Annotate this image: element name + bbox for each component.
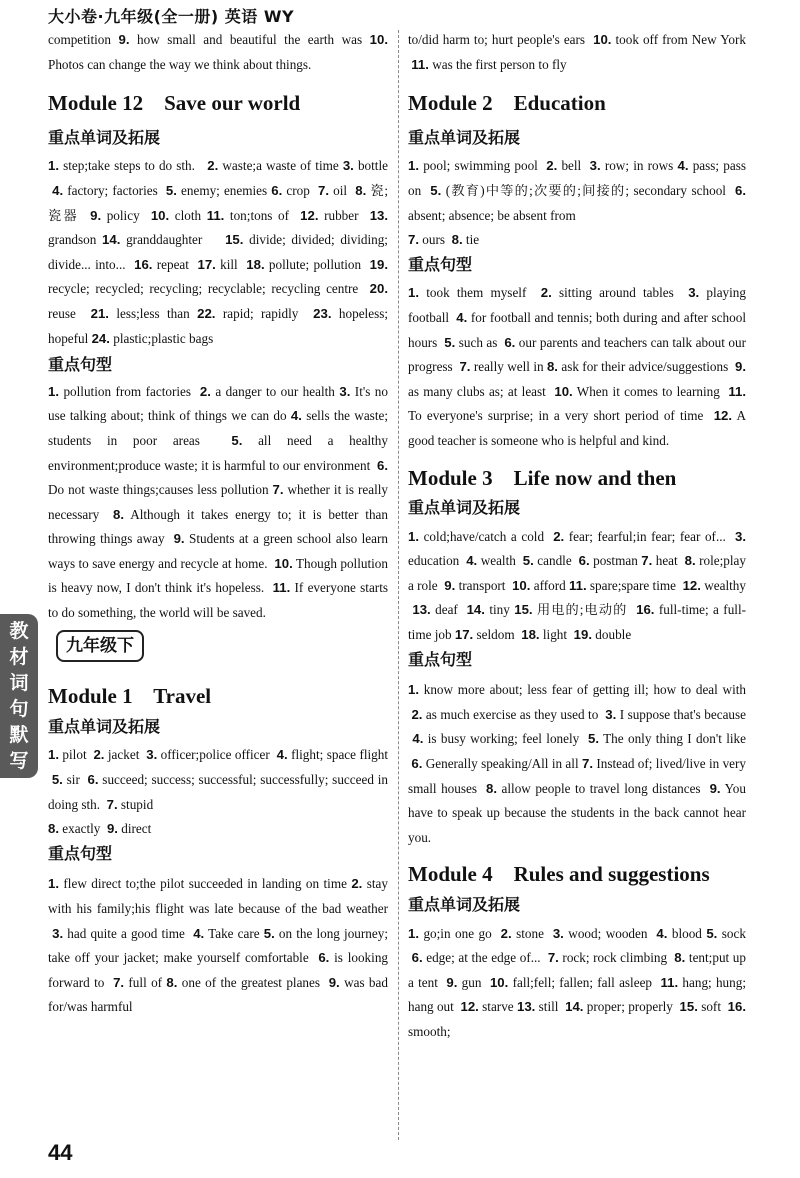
m12-sentences: 1. pollution from factories 2. a danger to our health 3. It's no use talking about; think of things we can do 4. sells the waste; students in poor areas 5. all need a healthy environment;produce waste; it is harmful to our environment 6. Do not waste things;causes less pollution 7. whether it is really necessary 8. Although it takes energy to; it is better than throwing things away 9. Students at a green school also learn ways to save energy and recycle at home. 10. Though pollution is heavy now, I don't think it's hopeless. 11. If everyone starts to do something, the world will be saved. [48, 383, 388, 621]
m1-vocab-heading: 重点单词及拓展 [48, 716, 161, 736]
m12-sentence-heading: 重点句型 [48, 355, 113, 375]
side-tab-char: 词 [9, 672, 29, 694]
page-header: 大小卷·九年级(全一册) 英语 WY [48, 7, 295, 26]
m12-vocab-heading: 重点单词及拓展 [48, 127, 161, 147]
m3-vocab: 1. cold;have/catch a cold 2. fear; fearful;in fear; fear of... 3. education 4. wealth 5. candle 6. postman 7. heat 8. role;play a role 9. transport 10. afford 11. spare;spare time 12. wealthy 13. deaf 14. tiny 15. 用电的;电动的 16. full-time; a full-time job 17. seldom 18. light 19. double [408, 528, 747, 643]
side-tab [0, 614, 38, 778]
module-4-title: Module 4 Rules and suggestions [408, 862, 710, 887]
m2-sentences: 1. took them myself 2. sitting around tables 3. playing football 4. for football and tennis; both during and after school hours 5. such as 6. our parents and teachers can talk about our progress 7. really well in 8. ask for their advice/suggestions 9. as many clubs as; at least 10. When it comes to learning 11. To everyone's surprise; in a very short period of time 12. A good teacher is someone who is helpful and kind. [408, 285, 747, 448]
module-1-title: Module 1 Travel [48, 684, 212, 709]
m1-vocab: 1. pilot 2. jacket 3. officer;police officer 4. flight; space flight 5. sir 6. succeed; success; successful; successfully; succeed in doing sth. 7. stupid 8. exactly 9. direct [48, 747, 389, 837]
m1-sentences: 1. flew direct to;the pilot succeeded in landing on time 2. stay with his family;his flight was late because of the bad weather 3. had quite a good time 4. Take care 5. on the long journey; take off your jacket; make yourself comfortable 6. is looking forward to 7. full of 8. one of the greatest planes 9. was bad for/was harmful [48, 876, 389, 1015]
side-tab-char: 写 [9, 750, 29, 772]
side-tab-char: 默 [9, 724, 29, 746]
continued-sentences-right: to/did harm to; hurt people's ears 10. took off from New York 11. was the first person to fly [408, 32, 746, 72]
column-divider [398, 30, 399, 1140]
module-2-title: Module 2 Education [408, 91, 606, 116]
m1-sentence-heading: 重点句型 [48, 843, 113, 863]
m2-vocab-heading: 重点单词及拓展 [408, 127, 521, 147]
m4-vocab-heading: 重点单词及拓展 [408, 895, 521, 914]
m2-sentence-heading: 重点句型 [408, 254, 473, 274]
m12-vocab: 1. step;take steps to do sth. 2. waste;a waste of time 3. bottle 4. factory; factories 5. enemy; enemies 6. crop 7. oil 8. 瓷;瓷器 9. policy 10. cloth 11. ton;tons of 12. rubber 13. grandson 14. granddaughter 15. divide; divided; dividing; divide... into... 16. repeat 17. kill 18. pollute; pollution 19. recycle; recycled; recycling; recyclable; recycling centre 20. reuse 21. less;less than 22. rapid; rapidly 23. hopeless; hopeful 24. plastic;plastic bags [48, 158, 389, 346]
side-tab-char: 教 [9, 620, 29, 642]
m3-sentence-heading: 重点句型 [408, 649, 473, 669]
side-tab-char: 材 [9, 646, 29, 668]
module-3-title: Module 3 Life now and then [408, 465, 677, 490]
side-tab-char: 句 [9, 698, 29, 720]
m3-vocab-heading: 重点单词及拓展 [408, 498, 521, 518]
m4-vocab: 1. go;in one go 2. stone 3. wood; wooden 4. blood 5. sock 6. edge; at the edge of... 7. rock; rock climbing 8. tent;put up a tent 9. gun 10. fall;fell; fallen; fall asleep 11. hang; hung; hang out 12. starve 13. still 14. proper; properly 15. soft 16. smooth; [408, 925, 746, 1039]
page-number: 44 [48, 1140, 73, 1165]
m3-sentences: 1. know more about; less fear of getting ill; how to deal with 2. as much exercise as they used to 3. I suppose that's because 4. is busy working; feel lonely 5. The only thing I don't like 6. Generally speaking/All in all 7. Instead of; lived/live in very small houses 8. allow people to travel long distances 9. You have to speak up because the students in the back cannot hear you. [408, 682, 747, 845]
left-column [48, 28, 388, 1020]
module-12-title: Module 12 Save our world [48, 91, 301, 116]
grade-label: 九年级下 [56, 630, 144, 663]
continued-sentences: competition 9. how small and beautiful the earth was 10. Photos can change the way we think about things. [48, 32, 388, 72]
right-column [408, 28, 746, 1045]
m2-vocab: 1. pool; swimming pool 2. bell 3. row; in rows 4. pass; pass on 5. (教育)中等的;次要的;间接的; secondary school 6. absent; absence; be absent from 7. ours 8. tie [408, 158, 747, 248]
